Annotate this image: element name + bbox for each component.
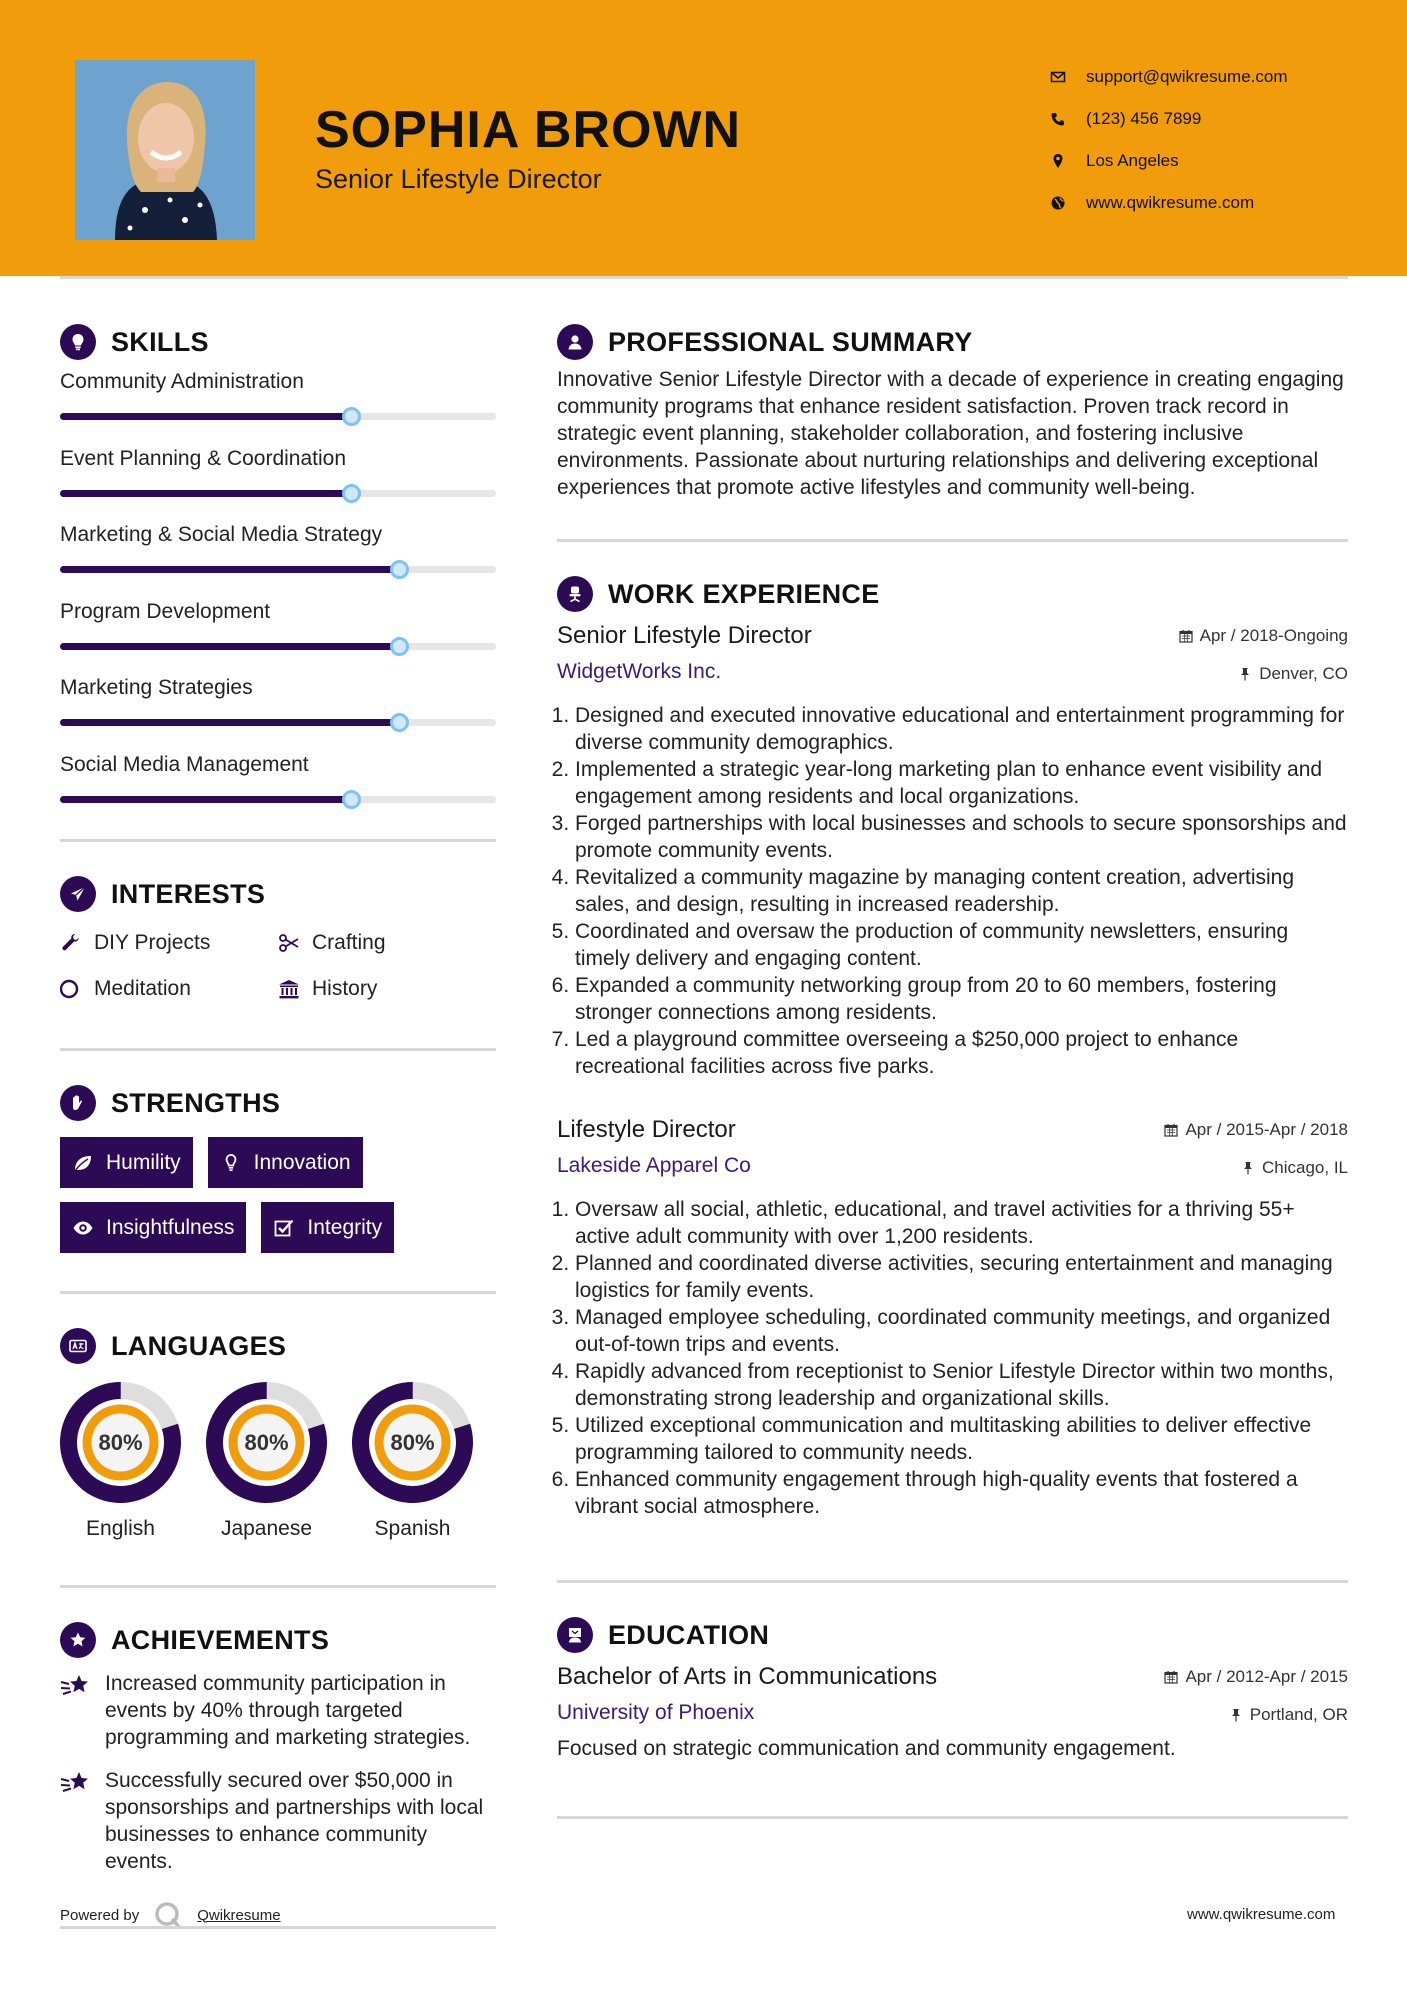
duty-item: 4. Rapidly advanced from receptionist to Senior Lifestyle Director within two months, demonstrating strong leadership and organizational skills. bbox=[575, 1358, 1348, 1412]
school-name: University of Phoenix bbox=[557, 1701, 755, 1724]
language-percent: 80% bbox=[244, 1430, 289, 1455]
calendar-icon bbox=[1164, 1670, 1178, 1684]
contact-email[interactable]: support@qwikresume.com bbox=[1050, 56, 1288, 98]
duty-item: 1. Designed and executed innovative educational and entertainment programming for diverse community demographics. bbox=[575, 702, 1348, 756]
language-item: 80% English bbox=[60, 1382, 181, 1541]
user-icon bbox=[557, 324, 593, 360]
strengths-heading: STRENGTHS bbox=[60, 1081, 496, 1125]
job-entry bbox=[557, 1116, 1348, 1520]
language-ring bbox=[206, 1382, 327, 1503]
duty-item: 6. Expanded a community networking group from 20 to 60 members, fostering stronger connections among residents. bbox=[575, 972, 1348, 1026]
skill-bar-knob bbox=[390, 713, 409, 732]
duty-item: 6. Enhanced community engagement through high-quality events that fostered a vibrant social atmosphere. bbox=[575, 1466, 1348, 1520]
section-divider bbox=[557, 1816, 1348, 1819]
contact-location: Los Angeles bbox=[1050, 140, 1288, 182]
skill-bar-fill bbox=[60, 643, 400, 650]
contact-website[interactable]: www.qwikresume.com bbox=[1050, 182, 1288, 224]
skill-item: Event Planning & Coordination bbox=[60, 445, 496, 522]
languages-heading: LANGUAGES bbox=[60, 1324, 496, 1368]
languages-list bbox=[60, 1382, 496, 1541]
job-location: Chicago, IL bbox=[1241, 1158, 1348, 1178]
duties-list bbox=[557, 702, 1348, 1080]
job-title: Lifestyle Director bbox=[557, 1116, 736, 1143]
duty-item: 4. Revitalized a community magazine by managing content creation, advertising sales, and design, resulting in increased readership. bbox=[575, 864, 1348, 918]
section-divider bbox=[60, 839, 496, 842]
language-ring bbox=[60, 1382, 181, 1503]
envelope-icon bbox=[1050, 69, 1086, 85]
company-name: WidgetWorks Inc. bbox=[557, 660, 722, 683]
interest-item: Meditation bbox=[60, 972, 278, 1006]
candidate-name: SOPHIA BROWN bbox=[315, 101, 742, 159]
achievement-item: Successfully secured over $50,000 in sponsorships and partnerships with local businesses to enhance community events. bbox=[60, 1767, 496, 1875]
interests-list bbox=[60, 926, 496, 1006]
job-location: Denver, CO bbox=[1238, 664, 1348, 684]
job-title: Senior Lifestyle Director bbox=[557, 622, 812, 649]
contact-phone[interactable]: (123) 456 7899 bbox=[1050, 98, 1288, 140]
office-chair-icon bbox=[557, 576, 593, 612]
section-divider bbox=[60, 1048, 496, 1051]
circle-icon bbox=[60, 978, 94, 1000]
skill-bar bbox=[60, 566, 496, 573]
calendar-icon bbox=[1164, 1123, 1178, 1137]
skill-bar-knob bbox=[342, 484, 361, 503]
scissors-icon bbox=[278, 932, 312, 954]
strength-chip: Innovation bbox=[208, 1137, 363, 1188]
summary-heading: PROFESSIONAL SUMMARY bbox=[557, 320, 1348, 364]
summary-text: Innovative Senior Lifestyle Director with a decade of experience in creating engaging community programs that enhance resident satisfaction. Proven track record in strategic event planning, stakeholder collaboration, and fostering inclusive environments. Passionate about nurturing relationships and delivering exceptional experiences that promote active lifestyles and community well-being. bbox=[557, 368, 1344, 499]
duty-item: 2. Planned and coordinated diverse activities, securing entertainment and managing logistics for family events. bbox=[575, 1250, 1348, 1304]
bank-icon bbox=[278, 978, 312, 1000]
degree-title: Bachelor of Arts in Communications bbox=[557, 1663, 938, 1690]
skill-bar-knob bbox=[342, 407, 361, 426]
header-divider bbox=[60, 276, 1348, 279]
interest-item: DIY Projects bbox=[60, 926, 278, 960]
eye-icon bbox=[72, 1217, 94, 1239]
education-heading: EDUCATION bbox=[557, 1613, 1348, 1657]
profile-photo bbox=[75, 60, 255, 240]
contact-list bbox=[1050, 56, 1288, 224]
strength-chip: Humility bbox=[60, 1137, 193, 1188]
interest-item: History bbox=[278, 972, 496, 1006]
lightbulb-icon bbox=[60, 324, 96, 360]
job-date: Apr / 2018-Ongoing bbox=[1179, 626, 1348, 646]
calendar-icon bbox=[1179, 629, 1193, 643]
skill-bar-fill bbox=[60, 566, 400, 573]
skills-list bbox=[60, 368, 496, 827]
star-badge-icon bbox=[60, 1622, 96, 1658]
skill-item: Social Media Management bbox=[60, 751, 496, 828]
section-divider bbox=[557, 1580, 1348, 1583]
powered-by: Powered by Qwikresume bbox=[60, 1900, 281, 1930]
strengths-list bbox=[60, 1137, 496, 1253]
strength-chip: Integrity bbox=[261, 1202, 394, 1253]
skill-bar bbox=[60, 719, 496, 726]
left-column bbox=[60, 320, 496, 1891]
strength-chip: Insightfulness bbox=[60, 1202, 246, 1253]
duty-item: 2. Implemented a strategic year-long marketing plan to enhance event visibility and engagement among residents and local organizations. bbox=[575, 756, 1348, 810]
skill-item: Marketing Strategies bbox=[60, 674, 496, 751]
wrench-icon bbox=[60, 932, 94, 954]
map-marker-icon bbox=[1050, 153, 1086, 169]
skill-bar-fill bbox=[60, 719, 400, 726]
language-percent: 80% bbox=[98, 1430, 143, 1455]
skill-item: Program Development bbox=[60, 598, 496, 675]
duties-list bbox=[557, 1196, 1348, 1520]
education-date: Apr / 2012-Apr / 2015 bbox=[1164, 1667, 1348, 1687]
skill-bar bbox=[60, 413, 496, 420]
resume-header bbox=[0, 0, 1407, 276]
skill-bar-fill bbox=[60, 796, 352, 803]
language-card-icon bbox=[60, 1328, 96, 1364]
skill-bar bbox=[60, 643, 496, 650]
footer-website[interactable]: www.qwikresume.com bbox=[1187, 1906, 1336, 1923]
education-description: Focused on strategic communication and community engagement. bbox=[557, 1737, 1176, 1760]
phone-icon bbox=[1050, 111, 1086, 127]
skills-heading: SKILLS bbox=[60, 320, 496, 364]
qwikresume-link[interactable]: Qwikresume bbox=[197, 1906, 281, 1924]
achievement-item: Increased community participation in events by 40% through targeted programming and marketing strategies. bbox=[60, 1670, 496, 1751]
skill-bar bbox=[60, 490, 496, 497]
experience-heading: WORK EXPERIENCE bbox=[557, 572, 1348, 616]
skill-bar-knob bbox=[342, 790, 361, 809]
duty-item: 3. Forged partnerships with local businesses and schools to secure sponsorships and promote community events. bbox=[575, 810, 1348, 864]
paper-plane-icon bbox=[60, 876, 96, 912]
education-location: Portland, OR bbox=[1229, 1705, 1348, 1725]
duty-item: 1. Oversaw all social, athletic, educational, and travel activities for a thriving 55+ active adult community with over 1,200 residents. bbox=[575, 1196, 1348, 1250]
hand-icon bbox=[60, 1085, 96, 1121]
interest-item: Crafting bbox=[278, 926, 496, 960]
section-divider bbox=[557, 539, 1348, 542]
section-divider bbox=[60, 1585, 496, 1588]
pushpin-icon bbox=[1241, 1161, 1255, 1175]
pushpin-icon bbox=[1229, 1708, 1243, 1722]
achievements-list bbox=[60, 1670, 496, 1875]
job-entry bbox=[557, 622, 1348, 1080]
interests-heading: INTERESTS bbox=[60, 872, 496, 916]
skill-item: Community Administration bbox=[60, 368, 496, 445]
job-date: Apr / 2015-Apr / 2018 bbox=[1164, 1120, 1348, 1140]
section-divider bbox=[60, 1291, 496, 1294]
language-ring bbox=[352, 1382, 473, 1503]
education-entry bbox=[557, 1663, 1348, 1762]
language-item: 80% Spanish bbox=[352, 1382, 473, 1541]
achievements-heading: ACHIEVEMENTS bbox=[60, 1618, 496, 1662]
language-item: 80% Japanese bbox=[206, 1382, 327, 1541]
duty-item: 3. Managed employee scheduling, coordinated community meetings, and organized out-of-town trips and events. bbox=[575, 1304, 1348, 1358]
lightbulb-icon bbox=[220, 1152, 242, 1174]
skill-bar-knob bbox=[390, 637, 409, 656]
company-name: Lakeside Apparel Co bbox=[557, 1154, 751, 1177]
duty-item: 5. Coordinated and oversaw the production of community newsletters, ensuring timely delivery and engaging content. bbox=[575, 918, 1348, 972]
skill-bar bbox=[60, 796, 496, 803]
shooting-star-icon bbox=[60, 1670, 105, 1705]
candidate-title: Senior Lifestyle Director bbox=[315, 164, 602, 194]
section-divider bbox=[60, 1926, 496, 1929]
language-percent: 80% bbox=[390, 1430, 435, 1455]
duty-item: 5. Utilized exceptional communication and multitasking abilities to deliver effective programming tailored to community needs. bbox=[575, 1412, 1348, 1466]
skill-bar-knob bbox=[390, 560, 409, 579]
skill-bar-fill bbox=[60, 413, 352, 420]
skill-item: Marketing & Social Media Strategy bbox=[60, 521, 496, 598]
right-column bbox=[557, 320, 1348, 1819]
shooting-star-icon bbox=[60, 1767, 105, 1802]
checkbox-icon bbox=[273, 1217, 295, 1239]
globe-icon bbox=[1050, 195, 1086, 211]
graduate-icon bbox=[557, 1617, 593, 1653]
pushpin-icon bbox=[1238, 667, 1252, 681]
leaf-icon bbox=[72, 1152, 94, 1174]
skill-bar-fill bbox=[60, 490, 352, 497]
duty-item: 7. Led a playground committee overseeing a $250,000 project to enhance recreational facilities across five parks. bbox=[575, 1026, 1348, 1080]
